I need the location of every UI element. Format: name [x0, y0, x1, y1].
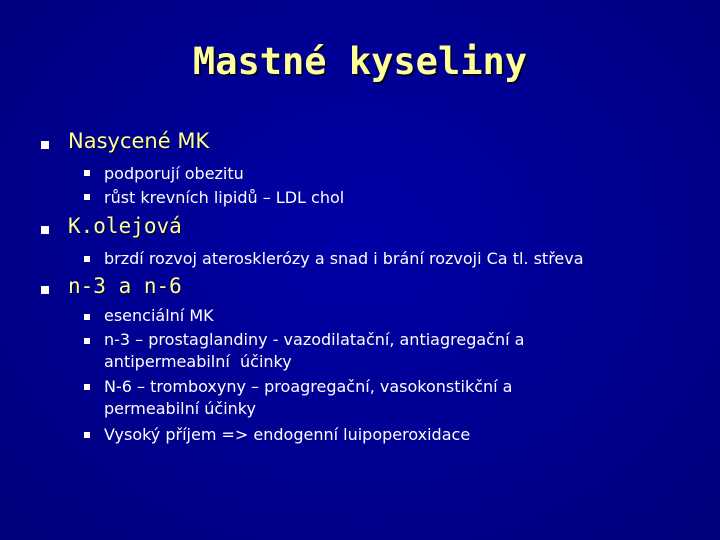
list-item: esenciální MK: [104, 306, 214, 325]
list-item: růst krevních lipidů – LDL chol: [104, 188, 345, 207]
section-heading-nasycene: Nasycené MK: [68, 129, 210, 153]
bullet-square-icon: [41, 141, 49, 149]
bullet-square-icon: [84, 384, 90, 390]
bullet-square-icon: [84, 338, 90, 344]
bullet-square-icon: [84, 256, 90, 262]
bullet-square-icon: [84, 194, 90, 200]
list-item: N-6 – tromboxyny – proagregační, vasokonstikční a permeabilní účinky: [104, 377, 513, 418]
list-item: brzdí rozvoj aterosklerózy a snad i brání rozvoji Ca tl. střeva: [104, 249, 584, 268]
bullet-square-icon: [84, 432, 90, 438]
section-heading-n3-n6: n-3 a n-6: [68, 274, 182, 298]
bullet-square-icon: [41, 226, 49, 234]
slide-title: Mastné kyseliny: [192, 40, 528, 83]
list-item: Vysoký příjem => endogenní luipoperoxidace: [104, 425, 471, 444]
list-item: podporují obezitu: [104, 164, 244, 183]
list-item: n-3 – prostaglandiny - vazodilatační, antiagregační a antipermeabilní účinky: [104, 330, 525, 371]
bullet-square-icon: [84, 314, 90, 320]
section-heading-k-olejova: K.olejová: [68, 214, 182, 238]
bullet-square-icon: [84, 170, 90, 176]
bullet-square-icon: [41, 286, 49, 294]
